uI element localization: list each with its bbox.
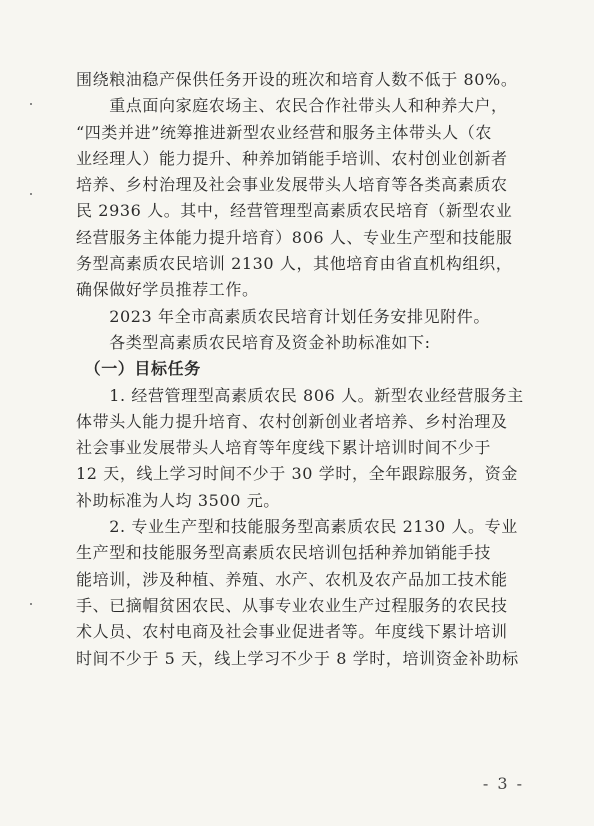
text-line: 补助标准为人均 3500 元。 [76, 490, 280, 510]
text-line: 体带头人能力提升培育、农村创新创业者培养、乡村治理及 [76, 411, 508, 431]
text-line: 经营服务主体能力提升培育）806 人、专业生产型和技能服 [76, 227, 513, 247]
body-text [76, 67, 524, 672]
margin-mark [30, 603, 32, 605]
page-number: - 3 - [482, 774, 524, 793]
text-line: 务型高素质农民培训 2130 人，其他培育由省直机构组织， [76, 254, 513, 274]
text-line: 培养、乡村治理及社会事业发展带头人培育等各类高素质农 [76, 175, 508, 195]
text-line: “四类并进”统筹推进新型农业经营和服务主体带头人（农 [76, 122, 492, 142]
text-line: 时间不少于 5 天，线上学习不少于 8 学时，培训资金补助标 [76, 648, 519, 668]
text-line: 各类型高素质农民培育及资金补助标准如下: [76, 332, 431, 352]
text-line: 重点面向家庭农场主、农民合作社带头人和种养大户， [76, 96, 508, 116]
margin-mark [30, 103, 32, 105]
text-line: 1. 经营管理型高素质农民 806 人。新型农业经营服务主 [76, 385, 524, 405]
text-line: 业经理人）能力提升、种养加销能手培训、农村创业创新者 [76, 148, 508, 168]
margin-mark [30, 193, 32, 195]
text-line: 手、已摘帽贫困农民、从事专业农业生产过程服务的农民技 [76, 595, 508, 615]
text-line: 民 2936 人。其中，经营管理型高素质农民培育（新型农业 [76, 201, 513, 221]
text-line: 能培训，涉及种植、养殖、水产、农机及农产品加工技术能 [76, 569, 508, 589]
text-line: 确保做好学员推荐工作。 [76, 280, 259, 300]
text-line: 社会事业发展带头人培育等年度线下累计培训时间不少于 [76, 438, 492, 458]
text-line: 12 天，线上学习时间不少于 30 学时，全年跟踪服务，资金 [76, 464, 518, 484]
text-line: 2. 专业生产型和技能服务型高素质农民 2130 人。专业 [76, 517, 518, 537]
text-line: 2023 年全市高素质农民培育计划任务安排见附件。 [76, 306, 491, 326]
text-line: 生产型和技能服务型高素质农民培训包括种养加销能手技 [76, 543, 492, 563]
text-line: 围绕粮油稳产保供任务开设的班次和培育人数不低于 80%。 [76, 70, 518, 89]
section-heading: （一）目标任务 [76, 359, 201, 379]
text-line: 术人员、农村电商及社会事业促进者等。年度线下累计培训 [76, 622, 508, 642]
